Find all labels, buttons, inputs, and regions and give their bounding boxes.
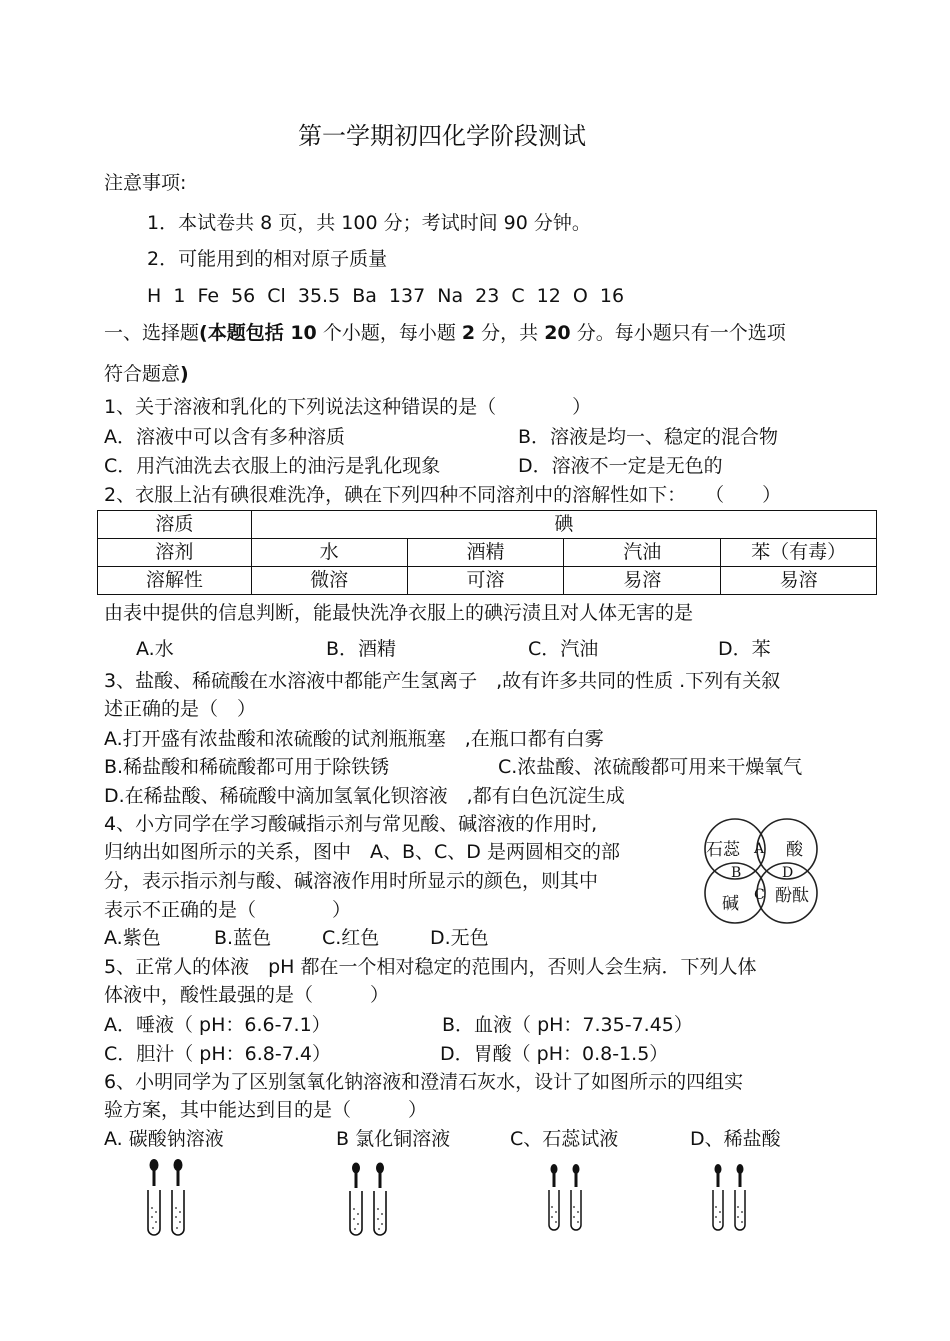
- dropper-icon: [551, 1164, 580, 1187]
- q3-option-d: D.在稀盐酸、稀硫酸中滴加氢氧化钡溶液 ,都有白色沉淀生成: [104, 785, 625, 807]
- q1-stem: 1、关于溶液和乳化的下列说法这种错误的是（ ）: [104, 396, 592, 418]
- table-row: [98, 511, 877, 539]
- q1-option-c: C．用汽油洗去衣服上的油污是乳化现象: [104, 455, 441, 477]
- q3-option-b: B.稀盐酸和稀硫酸都可用于除铁锈: [104, 756, 390, 778]
- test-tube-icon: [713, 1190, 745, 1230]
- section-heading-cont: [104, 365, 189, 384]
- solute-label: 溶质: [98, 511, 252, 539]
- venn-region-a: A: [754, 841, 765, 857]
- test-tube-set-b: [345, 1160, 395, 1238]
- test-tube-set-a: [143, 1156, 193, 1238]
- solubility-cell: 可溶: [407, 567, 564, 595]
- q4-option-b: B.蓝色: [214, 927, 272, 949]
- solvent-cell: 水: [251, 539, 407, 567]
- q5-option-b: B．血液（ pH：7.35-7.45）: [442, 1014, 693, 1036]
- q4-option-d: D.无色: [430, 927, 489, 949]
- venn-region-b: B: [731, 865, 742, 881]
- q6-option-a: A. 碳酸钠溶液: [104, 1128, 224, 1150]
- q4-stem-3: 分，表示指示剂与酸、碱溶液作用时所显示的颜色，则其中: [104, 870, 599, 892]
- q6-option-c: C、石蕊试液: [510, 1128, 619, 1150]
- q4-stem-4: 表示不正确的是（ ）: [104, 899, 352, 921]
- notes-item-1: 1．本试卷共 8 页，共 100 分；考试时间 90 分钟。: [147, 212, 591, 234]
- q3-stem-2: 述正确的是（ ）: [104, 698, 257, 720]
- venn-label-litmus: 石蕊: [706, 840, 740, 860]
- test-tube-icon: [549, 1190, 581, 1230]
- q5-option-a: A．唾液（ pH：6.6-7.1）: [104, 1014, 331, 1036]
- section-total: 20: [544, 322, 571, 344]
- q5-option-c: C．胆汁（ pH：6.8-7.4）: [104, 1043, 331, 1065]
- table-row: [98, 567, 877, 595]
- q2-option-a: A.水: [136, 638, 174, 660]
- q6-option-b: B 氯化铜溶液: [336, 1128, 451, 1150]
- venn-label-base: 碱: [722, 894, 739, 914]
- section-text: 分。每小题只有一个选项: [570, 322, 786, 344]
- q5-option-d: D．胃酸（ pH：0.8-1.5）: [440, 1043, 669, 1065]
- q1-option-a: A．溶液中可以含有多种溶质: [104, 426, 345, 448]
- section-text: 个小题，每小题: [316, 322, 462, 344]
- dropper-icon: [150, 1159, 183, 1186]
- solvent-cell: 酒精: [407, 539, 564, 567]
- q6-stem-2: 验方案，其中能达到目的是（ ）: [104, 1099, 428, 1121]
- q4-option-c: C.红色: [322, 927, 380, 949]
- q2-follow: 由表中提供的信息判断，能最快洗净衣服上的碘污渍且对人体无害的是: [104, 602, 694, 624]
- q1-option-d: D．溶液不一定是无色的: [518, 455, 723, 477]
- q4-option-a: A.紫色: [104, 927, 161, 949]
- q3-option-c: C.浓盐酸、浓硫酸都可用来干燥氧气: [498, 756, 803, 778]
- solubility-cell: 易溶: [564, 567, 721, 595]
- section-text: 分，共: [475, 322, 545, 344]
- q2-option-d: D．苯: [718, 638, 771, 660]
- q1-option-b: B．溶液是均一、稳定的混合物: [518, 426, 779, 448]
- solubility-label: 溶解性: [98, 567, 252, 595]
- q5-stem-1: 5、正常人的体液 pH 都在一个相对稳定的范围内，否则人会生病．下列人体: [104, 956, 757, 978]
- solvent-cell: 汽油: [564, 539, 721, 567]
- q2-stem: 2、衣服上沾有碘很难洗净，碘在下列四种不同溶剂中的溶解性如下： （ ）: [104, 484, 782, 506]
- solubility-table: [97, 510, 877, 595]
- test-tube-set-c: [544, 1162, 590, 1234]
- atomic-masses: H 1 Fe 56 Cl 35.5 Ba 137 Na 23 C 12 O 16: [147, 285, 625, 307]
- section-label: 一、选择题: [104, 322, 200, 344]
- solubility-cell: 易溶: [721, 567, 877, 595]
- section-count: 10: [290, 322, 317, 344]
- section-text: 符合题意: [104, 363, 181, 385]
- q2-option-b: B．酒精: [326, 638, 397, 660]
- indicator-venn-diagram: [702, 815, 822, 927]
- venn-label-phenol: 酚酞: [775, 886, 809, 906]
- solvent-label: 溶剂: [98, 539, 252, 567]
- solvent-cell: 苯（有毒）: [721, 539, 877, 567]
- test-tube-set-d: [708, 1162, 754, 1234]
- section-score: 2: [461, 322, 476, 344]
- q5-stem-2: 体液中，酸性最强的是（ ）: [104, 984, 390, 1006]
- venn-region-d: D: [782, 865, 794, 881]
- q3-option-a: A.打开盛有浓盐酸和浓硫酸的试剂瓶瓶塞 ,在瓶口都有白雾: [104, 728, 604, 750]
- q3-stem-1: 3、盐酸、稀硫酸在水溶液中都能产生氢离子 ,故有许多共同的性质 .下列有关叙: [104, 670, 781, 692]
- solute-value: 碘: [251, 511, 876, 539]
- section-text: (本题包括: [199, 322, 291, 344]
- q6-option-d: D、稀盐酸: [690, 1128, 781, 1150]
- dropper-icon: [352, 1163, 384, 1189]
- table-row: [98, 539, 877, 567]
- venn-region-c: C: [754, 887, 765, 903]
- section-heading: [104, 324, 786, 343]
- page-title: 第一学期初四化学阶段测试: [298, 122, 586, 150]
- section-text: ): [180, 363, 189, 385]
- notes-item-2: 2．可能用到的相对原子质量: [147, 248, 388, 270]
- notes-heading: 注意事项:: [104, 172, 187, 194]
- solubility-cell: 微溶: [251, 567, 407, 595]
- q2-option-c: C．汽油: [528, 638, 599, 660]
- q6-stem-1: 6、小明同学为了区别氢氧化钠溶液和澄清石灰水，设计了如图所示的四组实: [104, 1071, 744, 1093]
- q4-stem-1: 4、小方同学在学习酸碱指示剂与常见酸、碱溶液的作用时,: [104, 813, 598, 835]
- venn-label-acid: 酸: [786, 840, 803, 860]
- q4-stem-2: 归纳出如图所示的关系，图中 A、B、C、D 是两圆相交的部: [104, 841, 620, 863]
- dropper-icon: [715, 1164, 744, 1187]
